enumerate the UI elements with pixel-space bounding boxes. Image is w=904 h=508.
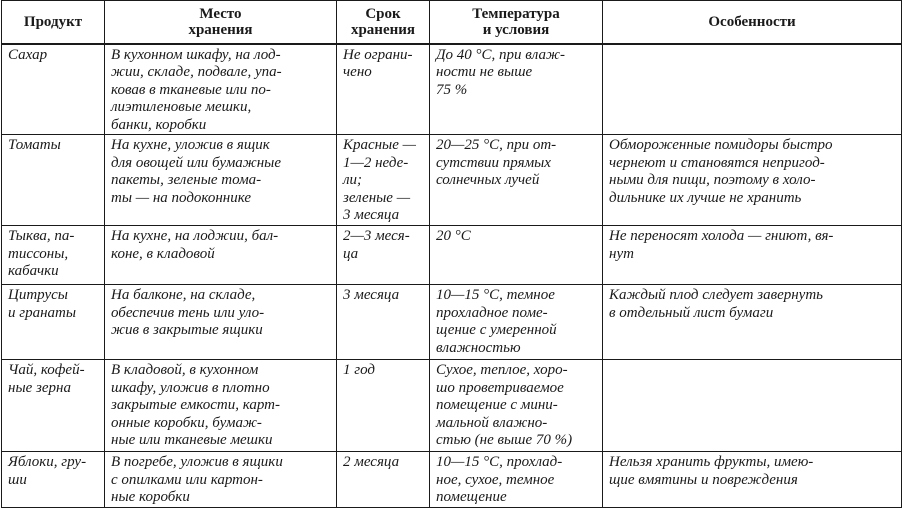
storage-table	[1, 0, 902, 508]
cell-term: Не ограни- чено	[337, 44, 430, 135]
cell-product: Сахар	[2, 44, 105, 135]
cell-temperature: 20—25 °С, при от- сутствии прямых солнечных лучей	[430, 135, 603, 226]
cell-term: 2—3 меся- ца	[337, 226, 430, 285]
cell-place: На кухне, на лоджии, бал- коне, в кладовой	[105, 226, 337, 285]
cell-place: На кухне, уложив в ящик для овощей или бумажные пакеты, зеленые тома- ты — на подоконнике	[105, 135, 337, 226]
table-row	[2, 360, 902, 452]
cell-features: Нельзя хранить фрукты, имею- щие вмятины и повреждения	[603, 452, 902, 508]
cell-features	[603, 360, 902, 452]
cell-features: Каждый плод следует завернуть в отдельный лист бумаги	[603, 285, 902, 360]
cell-temperature: Сухое, теплое, хоро- шо проветриваемое помещение с мини- мальной влажно- стью (не выше 70 %)	[430, 360, 603, 452]
cell-place: В кладовой, в кухонном шкафу, уложив в плотно закрытые емкости, карт- онные коробки, бумаж- ные или тканевые мешки	[105, 360, 337, 452]
cell-product: Чай, кофей- ные зерна	[2, 360, 105, 452]
cell-term: 2 месяца	[337, 452, 430, 508]
cell-temperature: 20 °С	[430, 226, 603, 285]
cell-features: Не переносят холода — гниют, вя- нут	[603, 226, 902, 285]
cell-place: В кухонном шкафу, на лод- жии, складе, подвале, упа- ковав в тканевые или по- лиэтиленовые мешки, банки, коробки	[105, 44, 337, 135]
cell-temperature: 10—15 °С, темное прохладное поме- щение с умеренной влажностью	[430, 285, 603, 360]
header-temperature: Температура и условия	[430, 1, 603, 44]
cell-features: Обмороженные помидоры быстро чернеют и становятся непригод- ными для пищи, поэтому в холо- дильнике их лучше не хранить	[603, 135, 902, 226]
table-row	[2, 135, 902, 226]
header-product: Продукт	[2, 1, 105, 44]
cell-product: Яблоки, гру- ши	[2, 452, 105, 508]
table-row	[2, 285, 902, 360]
cell-term: 3 месяца	[337, 285, 430, 360]
cell-features	[603, 44, 902, 135]
header-row	[2, 1, 902, 44]
table-row	[2, 44, 902, 135]
cell-temperature: До 40 °С, при влаж- ности не выше 75 %	[430, 44, 603, 135]
cell-product: Томаты	[2, 135, 105, 226]
header-term: Срок хранения	[337, 1, 430, 44]
table-row	[2, 226, 902, 285]
cell-product: Тыква, па- тиссоны, кабачки	[2, 226, 105, 285]
header-place: Место хранения	[105, 1, 337, 44]
cell-term: 1 год	[337, 360, 430, 452]
cell-temperature: 10—15 °С, прохлад- ное, сухое, темное помещение	[430, 452, 603, 508]
cell-product: Цитрусы и гранаты	[2, 285, 105, 360]
table-row	[2, 452, 902, 508]
cell-place: На балконе, на складе, обеспечив тень или уло- жив в закрытые ящики	[105, 285, 337, 360]
header-features: Особенности	[603, 1, 902, 44]
cell-term: Красные — 1—2 неде- ли; зеленые — 3 месяца	[337, 135, 430, 226]
cell-place: В погребе, уложив в ящики с опилками или картон- ные коробки	[105, 452, 337, 508]
